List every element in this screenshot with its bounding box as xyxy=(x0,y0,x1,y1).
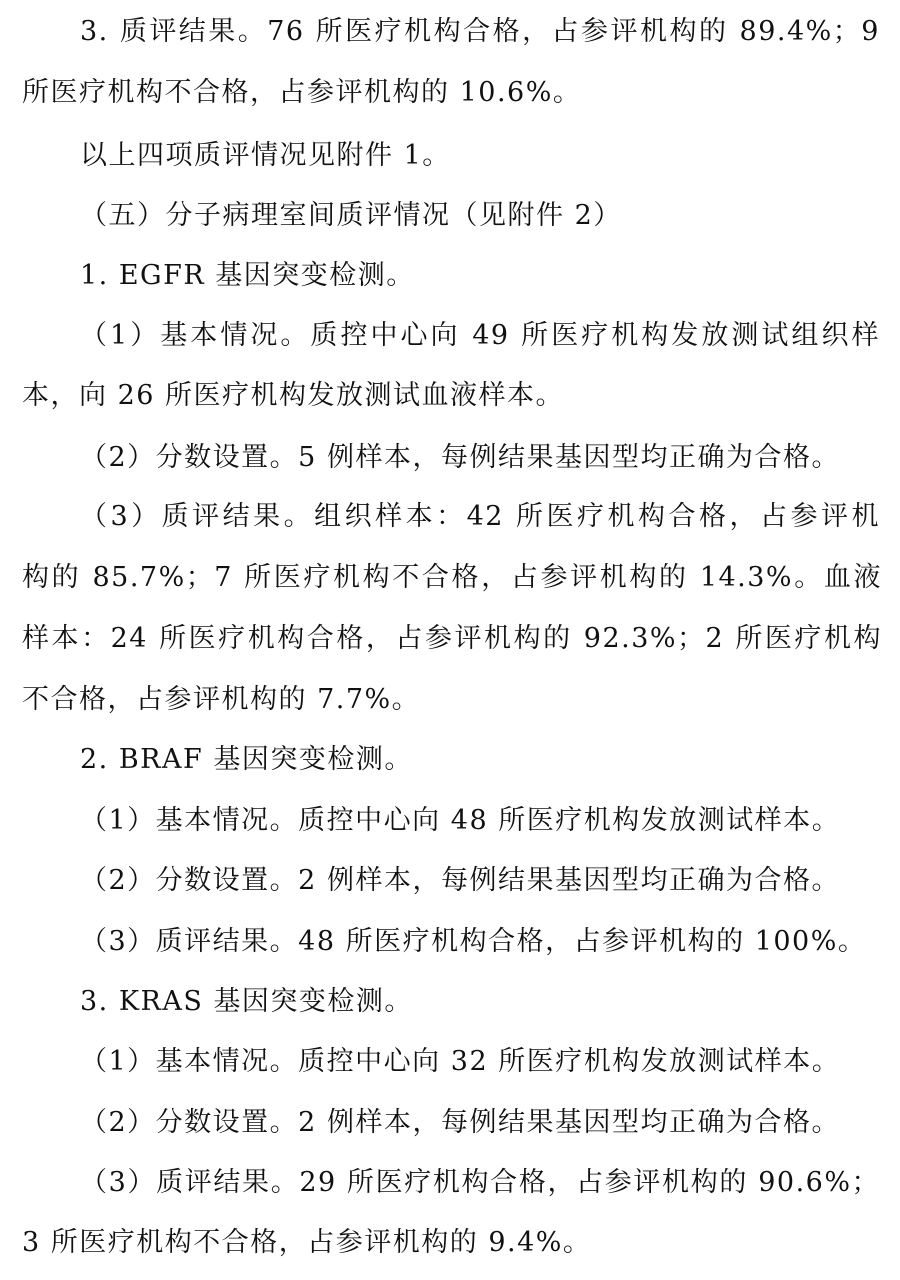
paragraph-line: （3）质评结果。组织样本：42 所医疗机构合格，占参评机 xyxy=(80,501,880,532)
subsection-heading: 1. EGFR 基因突变检测。 xyxy=(80,260,415,291)
paragraph-line: （2）分数设置。2 例样本，每例结果基因型均正确为合格。 xyxy=(80,1107,840,1138)
paragraph-line: 本，向 26 所医疗机构发放测试血液样本。 xyxy=(22,380,565,411)
paragraph-line: 3. 质评结果。76 所医疗机构合格，占参评机构的 89.4%；9 xyxy=(80,16,880,47)
paragraph-line: 不合格，占参评机构的 7.7%。 xyxy=(22,684,421,715)
paragraph-line: （1）基本情况。质控中心向 49 所医疗机构发放测试组织样 xyxy=(80,320,880,351)
paragraph-line: （1）基本情况。质控中心向 32 所医疗机构发放测试样本。 xyxy=(80,1046,841,1077)
paragraph-line: （3）质评结果。48 所医疗机构合格，占参评机构的 100%。 xyxy=(80,926,867,957)
paragraph-line: 以上四项质评情况见附件 1。 xyxy=(80,140,451,171)
paragraph-line: （1）基本情况。质控中心向 48 所医疗机构发放测试样本。 xyxy=(80,805,841,836)
paragraph-line: （2）分数设置。5 例样本，每例结果基因型均正确为合格。 xyxy=(80,442,840,473)
section-heading: （五）分子病理室间质评情况（见附件 2） xyxy=(80,200,622,231)
paragraph-line: 3 所医疗机构不合格，占参评机构的 9.4%。 xyxy=(22,1227,592,1258)
paragraph-line: 构的 85.7%；7 所医疗机构不合格，占参评机构的 14.3%。血液 xyxy=(22,562,882,593)
paragraph-line: （2）分数设置。2 例样本，每例结果基因型均正确为合格。 xyxy=(80,865,840,896)
paragraph-line: （3）质评结果。29 所医疗机构合格，占参评机构的 90.6%； xyxy=(80,1167,880,1198)
paragraph-line: 样本：24 所医疗机构合格，占参评机构的 92.3%；2 所医疗机构 xyxy=(22,623,882,654)
paragraph-line: 所医疗机构不合格，占参评机构的 10.6%。 xyxy=(22,77,582,108)
subsection-heading: 2. BRAF 基因突变检测。 xyxy=(80,744,413,775)
subsection-heading: 3. KRAS 基因突变检测。 xyxy=(80,986,413,1017)
